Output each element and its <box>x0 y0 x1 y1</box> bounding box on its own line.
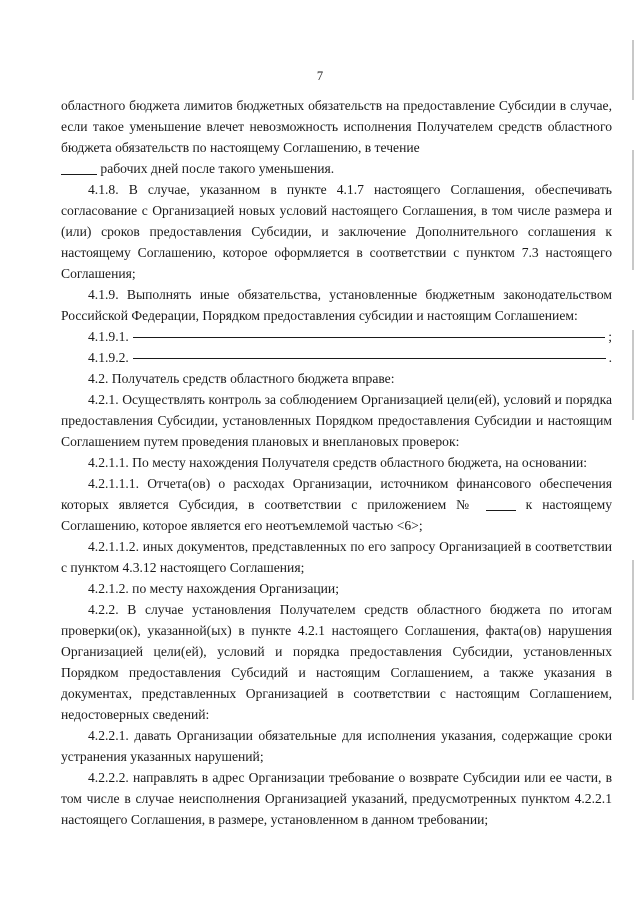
paragraph-text: 4.2.2.2. направлять в адрес Организации требование о возврате Субсидии или ее части, в том числе в случае неисполнения Организацией указаний, предусмотренных пунктом 4.2.2.1 настоящего Соглашения, в размере, установленном в данном требовании; <box>61 770 612 827</box>
blank-line-item <box>61 326 612 347</box>
paragraph <box>61 473 612 536</box>
paragraph <box>61 452 612 473</box>
scan-edge-mark <box>632 150 634 270</box>
paragraph <box>61 179 612 284</box>
blank-field <box>133 337 605 338</box>
paragraph-text: 4.2.2. В случае установления Получателем средств областного бюджета по итогам проверки(ок), указанной(ых) в пункте 4.2.1 настоящего Соглашения, факта(ов) нарушения Организацией цели(ей), условий и порядка предоставления Субсидии, установленных Порядком предоставления Субсидий и настоящим Соглашением, а также указания в документах, представленных Организацией в соответствии с настоящим Соглашением, недостоверных сведений: <box>61 602 612 722</box>
document-body <box>61 95 612 830</box>
paragraph-text: 4.2.1.2. по месту нахождения Организации; <box>88 581 339 596</box>
blank-line-item <box>61 347 612 368</box>
paragraph-text: к настоящему Соглашению, которое является его неотъемлемой частью <6>; <box>61 497 612 533</box>
paragraph-text: 4.2.2.1. давать Организации обязательные для исполнения указания, содержащие сроки устранения указанных нарушений; <box>61 728 612 764</box>
paragraph-text: 4.2.1.1. По месту нахождения Получателя средств областного бюджета, на основании: <box>88 455 588 470</box>
paragraph-text: областного бюджета лимитов бюджетных обязательств на предоставление Субсидии в случае, если такое уменьшение влечет невозможность исполнения Получателем средств областного бюджета обязательств по настоящему Соглашению, в течение <box>61 98 612 155</box>
paragraph-text: 4.2.1.1.1. Отчета(ов) о расходах Организации, источником финансового обеспечения которых является Субсидия, в соответствии с приложением № <box>61 476 612 512</box>
item-punctuation: . <box>608 350 612 365</box>
page-number: 7 <box>316 69 324 83</box>
paragraph <box>61 284 612 326</box>
paragraph <box>61 767 612 830</box>
blank-field <box>61 160 97 175</box>
paragraph-text: рабочих дней после такого уменьшения. <box>100 161 335 176</box>
scan-edge-mark <box>632 40 634 100</box>
paragraph-text: 4.2. Получатель средств областного бюджета вправе: <box>88 371 395 386</box>
paragraph <box>61 368 612 389</box>
paragraph <box>61 95 612 158</box>
paragraph-text: 4.2.1. Осуществлять контроль за соблюдением Организацией цели(ей), условий и порядка предоставления Субсидии, установленных Порядком предоставления Субсидии и настоящим Соглашением путем проведения плановых и внеплановых проверок: <box>61 392 612 449</box>
blank-field <box>133 358 606 359</box>
item-punctuation: ; <box>608 329 612 344</box>
paragraph-text: 4.1.9. Выполнять иные обязательства, установленные бюджетным законодательством Российской Федерации, Порядком предоставления субсидии и настоящим Соглашением: <box>61 287 612 323</box>
item-number: 4.1.9.1. <box>88 329 129 344</box>
paragraph <box>61 578 612 599</box>
paragraph-text: 4.2.1.1.2. иных документов, представленных по его запросу Организацией в соответствии с пунктом 4.3.12 настоящего Соглашения; <box>61 539 612 575</box>
blank-field <box>486 496 516 511</box>
paragraph <box>61 158 612 179</box>
paragraph <box>61 389 612 452</box>
scan-edge-mark <box>632 560 634 700</box>
paragraph <box>61 599 612 725</box>
item-number: 4.1.9.2. <box>88 350 129 365</box>
paragraph-text: 4.1.8. В случае, указанном в пункте 4.1.7 настоящего Соглашения, обеспечивать согласование с Организацией новых условий настоящего Соглашения, в том числе размера и (или) сроков предоставления Субсидии, и заключение Дополнительного соглашения к настоящему Соглашению, которое оформляется в соответствии с пунктом 7.3 настоящего Соглашения; <box>61 182 612 281</box>
scan-edge-mark <box>632 330 634 420</box>
paragraph <box>61 536 612 578</box>
paragraph <box>61 725 612 767</box>
